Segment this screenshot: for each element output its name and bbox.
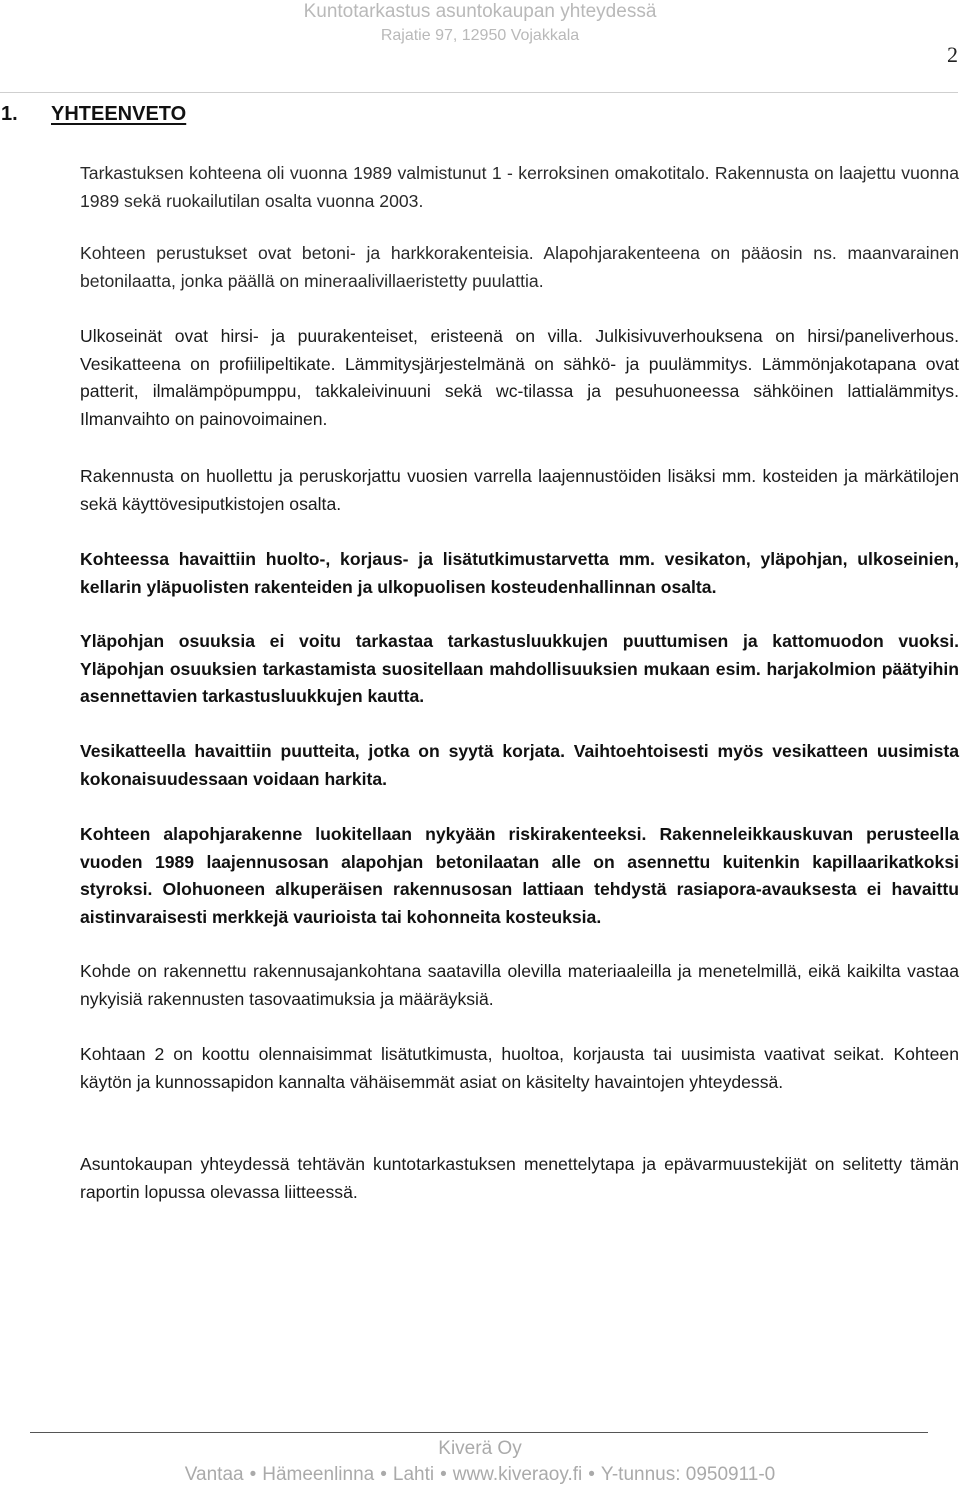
footer-website: www.kiveraoy.fi xyxy=(452,1464,583,1485)
bullet-separator: • xyxy=(380,1464,387,1485)
paragraph-section2: Kohtaan 2 on koottu olennaisimmat lisätutkimusta, huoltoa, korjausta tai uusimista vaativat seikat. Kohteen käytön ja kunnossapidon kannalta vähäisemmät asiat on käsitelty havaintojen yhteydessä. xyxy=(80,1044,959,1092)
paragraph-roof: Vesikatteella havaittiin puutteita, jotka on syytä korjata. Vaihtoehtoisesti myös vesikatteen uusimista kokonaisuudessaan voidaan harkita. xyxy=(80,741,959,789)
paragraph-method: Asuntokaupan yhteydessä tehtävän kuntotarkastuksen menettelytapa ja epävarmuustekijät on selitetty tämän raportin lopussa olevassa liitteessä. xyxy=(80,1154,959,1202)
section-heading xyxy=(1,103,186,126)
section-title: YHTEENVETO xyxy=(51,103,187,125)
footer-divider xyxy=(30,1432,928,1433)
header-divider xyxy=(0,92,958,93)
bullet-separator: • xyxy=(588,1464,595,1485)
footer-location-lahti: Lahti xyxy=(392,1464,435,1485)
footer-info xyxy=(0,1464,960,1486)
header-address: Rajatie 97, 12950 Vojakkala xyxy=(380,27,580,44)
paragraph-needs: Kohteessa havaittiin huolto-, korjaus- ja lisätutkimustarvetta mm. vesikaton, yläpohjan, ulkoseinien, kellarin yläpuolisten rakenteiden ja ulkopuolisen kosteudenhallinnan osalta. xyxy=(80,549,959,597)
page-number: 2 xyxy=(947,42,958,67)
paragraph-base-floor: Kohteen alapohjarakenne luokitellaan nykyään riskirakenteeksi. Rakenneleikkauskuvan perusteella vuoden 1989 laajennusosan alapohjan betonilaatan alle on asennettu kuitenkin kapillaarikatkoksi styroksi. Olohuoneen alkuperäisen rakennusosan lattiaan tehdystä rasiapora-avauksesta ei havaittu aistinvaraisesti merkkejä vaurioista tai kohonneita kosteuksia. xyxy=(80,824,959,927)
bullet-separator: • xyxy=(249,1464,257,1485)
footer-business-id: Y-tunnus: 0950911-0 xyxy=(600,1464,776,1485)
footer-company: Kiverä Oy xyxy=(438,1438,522,1459)
section-number: 1. xyxy=(1,103,18,125)
paragraph-attic: Yläpohjan osuuksia ei voitu tarkastaa tarkastusluukkujen puuttumisen ja kattomuodon vuoksi. Yläpohjan osuuksien tarkastamista suositellaan mahdollisuuksien mukaan esim. harjakolmion päätyihin asennettavien tarkastusluukkujen kautta. xyxy=(80,631,959,706)
footer-location-vantaa: Vantaa xyxy=(184,1464,244,1485)
paragraph-foundation: Kohteen perustukset ovat betoni- ja harkkorakenteisia. Alapohjarakenteena on pääosin ns. maanvarainen betonilaatta, jonka päällä on mineraalivillaeristetty puulattia. xyxy=(80,243,959,291)
bullet-separator: • xyxy=(440,1464,447,1485)
page-header xyxy=(0,0,960,47)
paragraph-materials: Kohde on rakennettu rakennusajankohtana saatavilla olevilla materiaaleilla ja menetelmillä, eikä kaikilta vastaa nykyisiä rakennusten tasovaatimuksia ja määräyksiä. xyxy=(80,961,959,1009)
header-title: Kuntotarkastus asuntokaupan yhteydessä xyxy=(303,1,657,22)
paragraph-walls: Ulkoseinät ovat hirsi- ja puurakenteiset, eristeenä on villa. Julkisivuverhouksena on hirsi/paneliverhous. Vesikatteena on profiilipeltikate. Lämmitysjärjestelmänä on sähkö- ja puulämmitys. Lämmönjakotapana ovat patterit, ilmalämpöpumppu, takkaleivinuuni sekä wc-tilassa ja pesuhuoneessa sähköinen lattialämmitys. Ilmanvaihto on painovoimainen. xyxy=(80,326,959,429)
footer-location-hameenlinna: Hämeenlinna xyxy=(262,1464,375,1485)
paragraph-intro: Tarkastuksen kohteena oli vuonna 1989 valmistunut 1 - kerroksinen omakotitalo. Rakennusta on laajettu vuonna 1989 sekä ruokailutilan osalta vuonna 2003. xyxy=(80,163,959,211)
paragraph-renovation: Rakennusta on huollettu ja peruskorjattu vuosien varrella laajennustöiden lisäksi mm. kosteiden ja märkätilojen sekä käyttövesiputkistojen osalta. xyxy=(80,466,959,514)
